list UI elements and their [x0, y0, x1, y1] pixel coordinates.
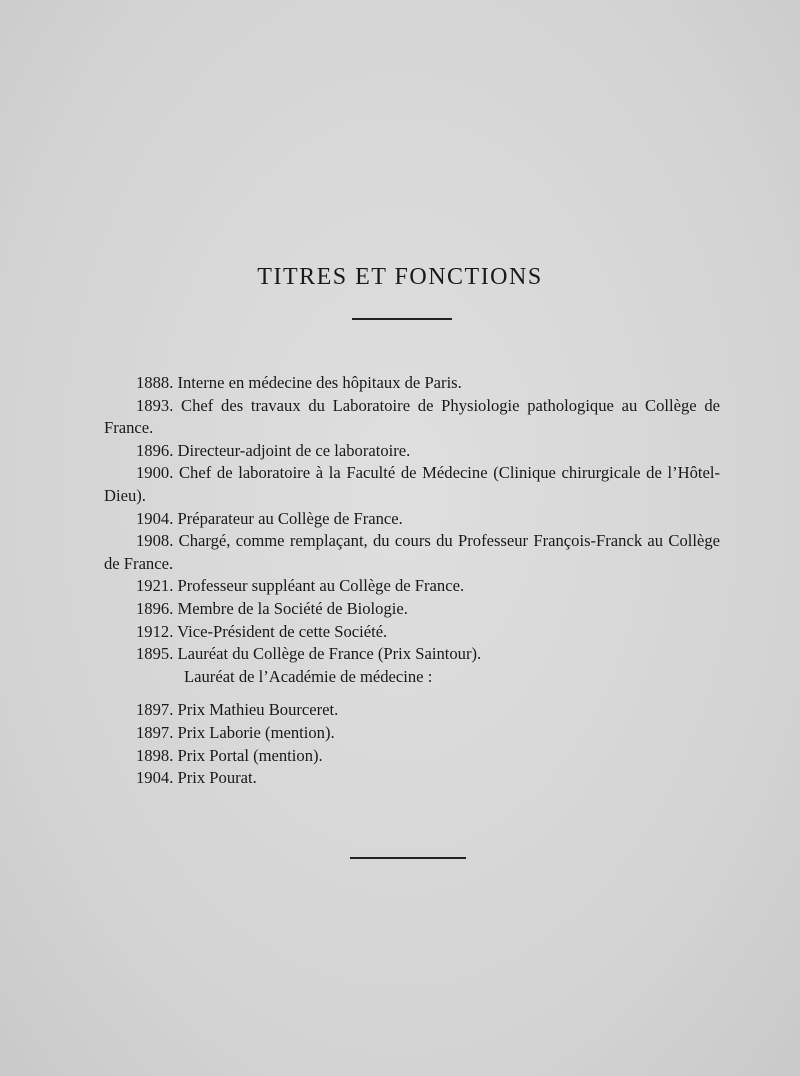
entry-1896-membre: 1896. Membre de la Société de Biologie. [136, 598, 408, 618]
entry-1904-preparateur: 1904. Préparateur au Collège de France. [136, 508, 403, 528]
prize-1904-pourat: 1904. Prix Pourat. [136, 768, 257, 788]
prize-1897-bourceret: 1897. Prix Mathieu Bourceret. [136, 700, 339, 720]
academie-heading: Lauréat de l’Académie de médecine : [184, 666, 433, 686]
spacer [104, 688, 720, 699]
closing-divider [350, 857, 466, 859]
entry-1921-professeur: 1921. Professeur suppléant au Collège de France. [136, 576, 465, 596]
prize-1897-laborie: 1897. Prix Laborie (mention). [136, 722, 335, 742]
entry-1895-laureat: 1895. Lauréat du Collège de France (Prix Saintour). [136, 644, 482, 664]
entry-1896-directeur: 1896. Directeur-adjoint de ce laboratoire. [136, 440, 411, 460]
titles-list [104, 372, 720, 790]
entry-1908-charge-cours: 1908. Chargé, comme remplaçant, du cours du Professeur François-Franck au Collège de France. [104, 531, 720, 573]
entry-1912-vice-president: 1912. Vice-Président de cette Société. [136, 621, 388, 641]
entry-1900-chef-laboratoire: 1900. Chef de laboratoire à la Faculté de Médecine (Clinique chirurgicale de l’Hôtel-Dieu). [104, 463, 720, 505]
page-title: TITRES ET FONCTIONS [257, 264, 543, 290]
entry-1893-chef-travaux: 1893. Chef des travaux du Laboratoire de Physiologie pathologique au Collège de France. [104, 395, 720, 438]
title-divider [352, 318, 452, 320]
prize-1898-portal: 1898. Prix Portal (mention). [136, 745, 323, 765]
entry-1888-interne: 1888. Interne en médecine des hôpitaux de Paris. [136, 373, 462, 392]
